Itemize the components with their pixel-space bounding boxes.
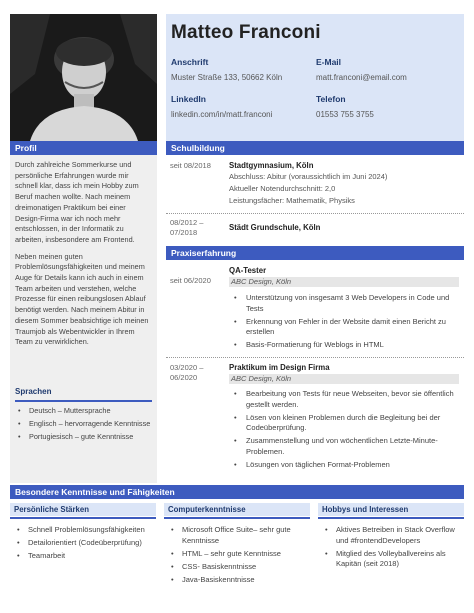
skills-list: [318, 525, 464, 570]
language-item: • Deutsch – Muttersprache: [15, 406, 155, 416]
address-label: Anschrift: [171, 57, 209, 67]
phone-block: [316, 94, 374, 119]
email-block: [316, 57, 407, 82]
education-line: Aktueller Notendurchschnitt: 2,0: [229, 184, 336, 193]
experience-bullet: • Lösen von kleinen Problemen durch die Begleitung bei der Codeüberprüfung.: [229, 413, 461, 434]
profile-photo: [10, 14, 157, 141]
experience-role: QA-Tester: [229, 266, 267, 275]
skill-item: • HTML – sehr gute Kenntnisse: [164, 549, 310, 560]
skills-list: [10, 525, 156, 562]
skills-column-computer: [164, 503, 310, 588]
experience-bullet: • Unterstützung von insgesamt 3 Web Developers in Code und Tests: [229, 293, 461, 314]
languages-heading: Sprachen: [15, 387, 52, 396]
experience-date: seit 06/2020: [170, 276, 211, 285]
address-value: Muster Straße 133, 50662 Köln: [171, 73, 283, 82]
skill-item: • Aktives Betreiben in Stack Overflow und #frontendDevelopers: [318, 525, 464, 546]
skills-heading: Besondere Kenntnisse und Fähigkeiten: [10, 485, 464, 499]
skill-item: • Microsoft Office Suite– sehr gute Kenntnisse: [164, 525, 310, 546]
column-rule: [318, 517, 464, 519]
experience-bullets: [229, 293, 461, 353]
skill-item: • Schnell Problemlösungsfähigkeiten: [10, 525, 156, 536]
profile-heading: Profil: [10, 141, 157, 155]
sidebar: [10, 141, 157, 483]
languages-rule: [15, 400, 152, 402]
skill-item: • Teamarbeit: [10, 551, 156, 562]
address-block: [171, 57, 282, 82]
experience-bullet: • Bearbeitung von Tests für neue Webseiten, bevor sie öffentlich gestellt werden.: [229, 389, 461, 410]
email-value[interactable]: matt.franconi@email.com: [316, 73, 407, 82]
experience-role: Praktikum im Design Firma: [229, 363, 330, 372]
education-date: seit 08/2018: [170, 161, 211, 170]
education-line: Leistungsfächer: Mathematik, Physiks: [229, 196, 355, 205]
education-heading: Schulbildung: [166, 141, 464, 155]
linkedin-label: LinkedIn: [171, 94, 206, 104]
email-label: E-Mail: [316, 57, 342, 67]
language-item: • Portugiesisch – gute Kenntnisse: [15, 432, 155, 442]
language-item: • Englisch – hervorragende Kenntnisse: [15, 419, 155, 429]
education-line: Abschluss: Abitur (voraussichtlich im Juni 2024): [229, 172, 388, 181]
education-date: 08/2012 – 07/2018: [170, 218, 204, 237]
experience-bullet: • Lösungen von täglichen Format-Problemen: [229, 460, 461, 471]
skills-column-title: Hobbys und Interessen: [318, 503, 464, 516]
skill-item: • Mitglied des Volleyballvereins als Kapitän (seit 2018): [318, 549, 464, 570]
header: [166, 14, 464, 141]
phone-label: Telefon: [316, 94, 346, 104]
experience-heading: Praxiserfahrung: [166, 246, 464, 260]
experience-date: 03/2020 – 06/2020: [170, 363, 204, 382]
profile-paragraph-1: Durch zahlreiche Sommerkurse und persönliche Erfahrungen wurde mir schnell klar, dass ich mein Hobby zum Beruf machen wollte. Nach meinem dreimonatigen Praktikum bei einer Design-Firma war ich noch mehr entschlossen, in der Informatik zu arbeiten, insbesondere am Frontend.: [15, 160, 139, 244]
column-rule: [10, 517, 156, 519]
education-school: Stadtgymnasium, Köln: [229, 161, 314, 170]
skills-column-title: Computerkenntnisse: [164, 503, 310, 516]
skill-item: • CSS- Basiskenntnisse: [164, 562, 310, 573]
profile-paragraph-2: Neben meinen guten Problemlösungsfähigkeiten und meinem Auge für Details kann ich auch in einem Team arbeiten und verstehen, welche Prozesse für einen reibungslosen Ablauf benötigt werden. Nach meinem Abitur in diesem Sommer beabsichtige ich meinen Traumjob als Webentwickler in Ihrem Team zu verwirklichen.: [15, 251, 149, 347]
divider: [166, 213, 464, 214]
skills-column-title: Persönliche Stärken: [10, 503, 156, 516]
linkedin-value[interactable]: linkedin.com/in/matt.franconi: [171, 110, 273, 119]
experience-bullet: • Zusammenstellung und von wöchentlichen Letzte-Minute-Problemen.: [229, 436, 461, 457]
skill-item: • Java-Basiskenntnisse: [164, 575, 310, 586]
person-name: Matteo Franconi: [171, 22, 321, 43]
skill-item: • Detailorientiert (Codeüberprüfung): [10, 538, 156, 549]
experience-company: ABC Design, Köln: [229, 374, 459, 384]
languages-list: [15, 406, 155, 445]
linkedin-block: [171, 94, 272, 119]
phone-value: 01553 755 3755: [316, 110, 374, 119]
experience-company: ABC Design, Köln: [229, 277, 459, 287]
profile-text: [10, 155, 157, 348]
skills-column-personal: [10, 503, 156, 564]
experience-bullets: [229, 389, 461, 473]
experience-bullet: • Basis-Formatierung für Weblogs in HTML: [229, 340, 461, 351]
education-school: Städt Grundschule, Köln: [229, 223, 321, 232]
experience-bullet: • Erkennung von Fehler in der Website damit einen Bericht zu erstellen: [229, 317, 461, 338]
divider: [166, 357, 464, 358]
column-rule: [164, 517, 310, 519]
skills-list: [164, 525, 310, 585]
skills-column-hobbies: [318, 503, 464, 572]
